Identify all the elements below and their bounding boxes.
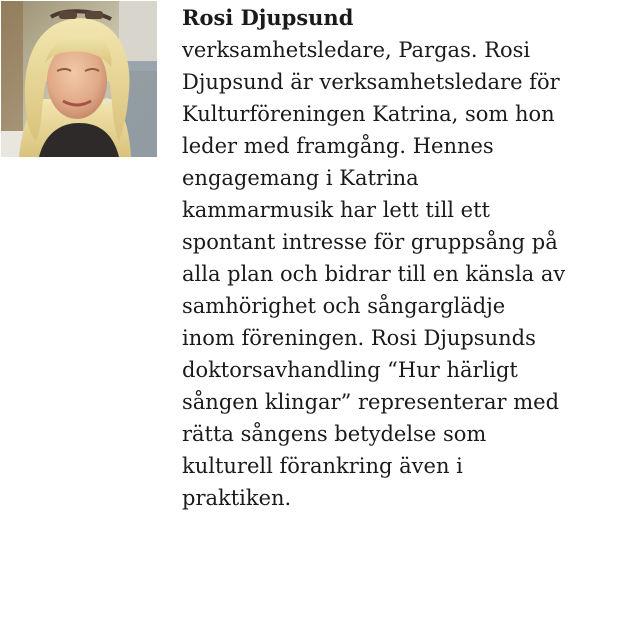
bio-text: verksamhetsledare, Pargas. Rosi Djupsund är verksamhetsledare för Kulturföreningen Katrina, som hon leder med framgång. Hennes engagemang i Katrina kammarmusik har lett till ett spontant intresse för gruppsång på alla plan och bidrar till en känsla av samhörighet och sångarglädje inom föreningen. Rosi Djupsunds doktorsavhandling “Hur härligt sången klingar” representerar med rätta sångens betydelse som kulturell förankring även i praktiken. xyxy=(182,38,566,510)
bio-block xyxy=(182,2,612,514)
portrait-photo xyxy=(1,1,157,157)
person-name: Rosi Djupsund xyxy=(182,5,354,30)
